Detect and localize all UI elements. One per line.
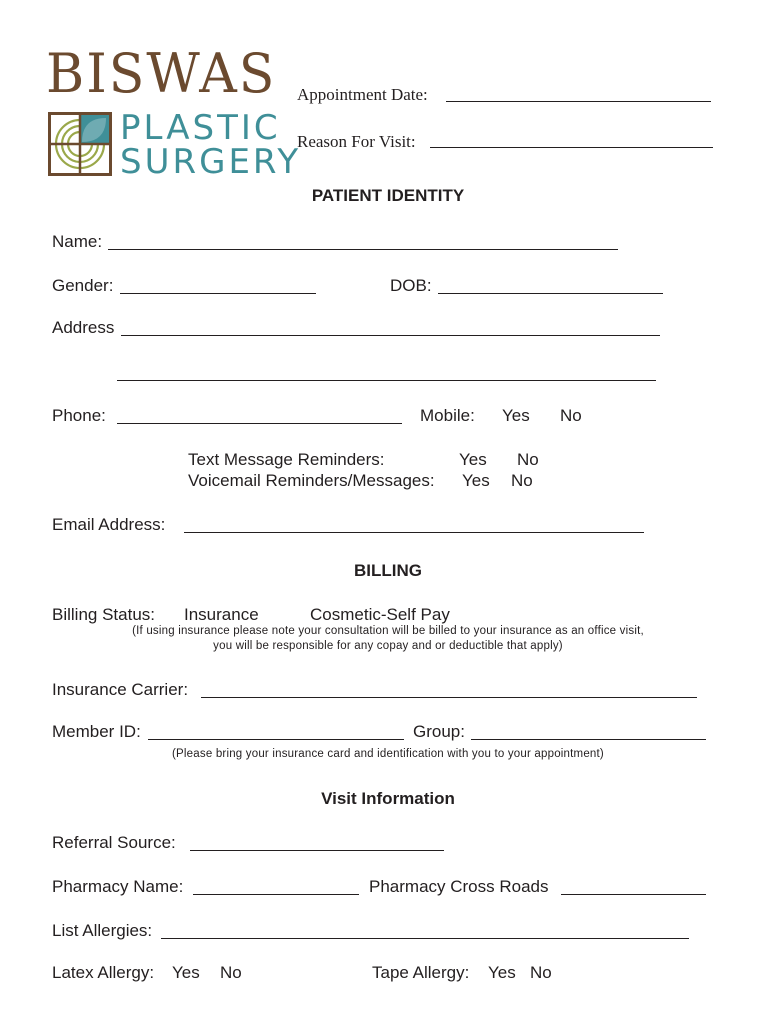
insurance-card-note: (Please bring your insurance card and identification with you to your appointment)	[172, 748, 604, 760]
latex-allergy-yes-option[interactable]: Yes	[172, 963, 200, 982]
email-field[interactable]	[184, 532, 644, 533]
name-field[interactable]	[108, 249, 618, 250]
referral-source-label: Referral Source:	[52, 833, 176, 852]
address-field-line1[interactable]	[121, 335, 660, 336]
mobile-yes-option[interactable]: Yes	[502, 406, 530, 425]
referral-source-field[interactable]	[190, 850, 444, 851]
latex-allergy-no-option[interactable]: No	[220, 963, 242, 982]
text-reminders-label: Text Message Reminders:	[188, 450, 385, 469]
voicemail-reminders-label: Voicemail Reminders/Messages:	[188, 471, 435, 490]
allergies-field[interactable]	[161, 938, 689, 939]
mobile-no-option[interactable]: No	[560, 406, 582, 425]
member-id-label: Member ID:	[52, 722, 141, 741]
tape-allergy-label: Tape Allergy:	[372, 963, 470, 982]
gender-field[interactable]	[120, 293, 316, 294]
tape-allergy-no-option[interactable]: No	[530, 963, 552, 982]
pharmacy-cross-roads-label: Pharmacy Cross Roads	[369, 877, 549, 896]
phone-field[interactable]	[117, 423, 402, 424]
appointment-date-field[interactable]	[446, 101, 711, 102]
pharmacy-cross-roads-field[interactable]	[561, 894, 706, 895]
dob-label: DOB:	[390, 276, 432, 295]
patient-identity-heading: PATIENT IDENTITY	[311, 186, 465, 205]
name-label: Name:	[52, 232, 103, 251]
visit-information-heading: Visit Information	[321, 789, 455, 808]
text-reminders-yes-option[interactable]: Yes	[459, 450, 487, 469]
billing-note-line1: (If using insurance please note your consultation will be billed to your insurance as an office visit,	[132, 625, 644, 637]
text-reminders-no-option[interactable]: No	[517, 450, 539, 469]
latex-allergy-label: Latex Allergy:	[52, 963, 155, 982]
logo-surgery-text: SURGERY	[120, 142, 302, 182]
phone-label: Phone:	[52, 406, 106, 425]
member-id-field[interactable]	[148, 739, 404, 740]
billing-status-label: Billing Status:	[52, 605, 155, 624]
billing-heading: BILLING	[354, 561, 422, 580]
gender-label: Gender:	[52, 276, 114, 295]
address-label: Address	[52, 318, 115, 337]
billing-note-line2: you will be responsible for any copay and or deductible that apply)	[213, 640, 563, 652]
address-field-line2[interactable]	[117, 380, 656, 381]
mobile-label: Mobile:	[420, 406, 475, 425]
logo-mark-icon	[48, 112, 112, 176]
group-field[interactable]	[471, 739, 706, 740]
logo-plastic-text: PLASTIC	[120, 108, 281, 148]
logo-biswas-text: BISWAS	[46, 42, 277, 106]
tape-allergy-yes-option[interactable]: Yes	[488, 963, 516, 982]
insurance-carrier-field[interactable]	[201, 697, 697, 698]
voicemail-yes-option[interactable]: Yes	[462, 471, 490, 490]
email-label: Email Address:	[52, 515, 166, 534]
appointment-date-label: Appointment Date:	[297, 85, 428, 104]
dob-field[interactable]	[438, 293, 663, 294]
voicemail-no-option[interactable]: No	[511, 471, 533, 490]
group-label: Group:	[413, 722, 465, 741]
billing-self-pay-option[interactable]: Cosmetic-Self Pay	[310, 605, 450, 624]
allergies-label: List Allergies:	[52, 921, 153, 940]
reason-for-visit-label: Reason For Visit:	[297, 132, 416, 151]
pharmacy-name-field[interactable]	[193, 894, 359, 895]
pharmacy-name-label: Pharmacy Name:	[52, 877, 184, 896]
reason-for-visit-field[interactable]	[430, 147, 713, 148]
billing-insurance-option[interactable]: Insurance	[184, 605, 259, 624]
insurance-carrier-label: Insurance Carrier:	[52, 680, 189, 699]
